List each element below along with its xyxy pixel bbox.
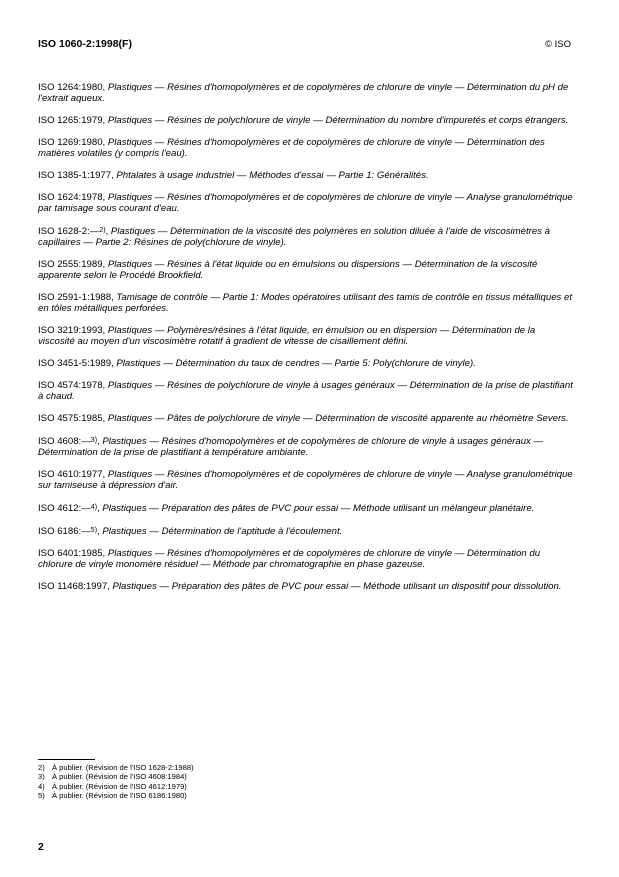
footnote-number: 3) bbox=[38, 772, 45, 782]
footnote bbox=[38, 782, 194, 791]
reference-item bbox=[38, 170, 573, 181]
footnote-marker[interactable]: 4) bbox=[90, 504, 98, 511]
reference-title: Plastiques — Polymères/résines à l'état liquide, en émulsion ou en dispersion — Détermination de la viscosité au moyen d'un viscosimètre rotatif à gradient de vitesse de cisaillement défini. bbox=[38, 325, 536, 347]
reference-title: Plastiques — Détermination de la viscosité des polymères en solution diluée à l'aide de viscosimètres à capillaires — Partie 2: Résines de poly(chlorure de vinyle). bbox=[38, 226, 551, 248]
reference-title: Plastiques — Pâtes de polychlorure de vinyle — Détermination de viscosité apparente au rhéomètre Severs. bbox=[107, 413, 569, 424]
reference-code: ISO 1264:1980, bbox=[38, 82, 108, 93]
reference-code: ISO 1265:1979, bbox=[38, 115, 108, 126]
reference-separator: , bbox=[97, 526, 103, 537]
reference-code: ISO 2591-1:1988, bbox=[38, 292, 117, 303]
reference-title: Plastiques — Résines d'homopolymères et de copolymères de chlorure de vinyle — Analyse granulométrique sur tamiseuse à dépression d'air. bbox=[38, 469, 573, 491]
footnote bbox=[38, 791, 194, 800]
reference-item bbox=[38, 259, 573, 281]
reference-separator: , bbox=[97, 503, 103, 514]
reference-code: ISO 4610:1977, bbox=[38, 469, 108, 480]
footnote-divider bbox=[38, 759, 95, 760]
footnote-number: 5) bbox=[38, 790, 45, 800]
footnote-marker[interactable]: 3) bbox=[90, 437, 98, 444]
footnote-text: À publier. (Révision de l'ISO 4608:1984) bbox=[52, 772, 187, 782]
reference-item bbox=[38, 525, 573, 537]
reference-code: ISO 1385-1:1977, bbox=[38, 170, 117, 181]
reference-code: ISO 2555:1989, bbox=[38, 259, 108, 270]
reference-item bbox=[38, 292, 573, 314]
reference-title: Plastiques — Détermination du taux de cendres — Partie 5: Poly(chlorure de vinyle). bbox=[116, 358, 476, 369]
reference-separator: , bbox=[105, 226, 111, 237]
reference-code: ISO 6401:1985, bbox=[38, 548, 108, 559]
reference-code: ISO 1628-2:— bbox=[38, 226, 100, 237]
reference-item bbox=[38, 380, 573, 402]
page-number: 2 bbox=[38, 841, 44, 853]
reference-separator: , bbox=[97, 436, 103, 447]
footnote-number: 4) bbox=[38, 781, 45, 791]
footnote bbox=[38, 772, 194, 781]
footnote-marker[interactable]: 5) bbox=[90, 527, 98, 534]
footnote bbox=[38, 763, 194, 772]
reference-item bbox=[38, 358, 573, 369]
reference-item bbox=[38, 413, 573, 424]
reference-item bbox=[38, 137, 573, 159]
reference-item bbox=[38, 502, 573, 514]
footnotes bbox=[38, 763, 194, 800]
copyright-notice: © ISO bbox=[544, 39, 571, 50]
footnote-text: À publier. (Révision de l'ISO 4612:1979) bbox=[52, 781, 187, 791]
reference-code: ISO 1269:1980, bbox=[38, 137, 108, 148]
reference-item bbox=[38, 548, 573, 570]
document-id: ISO 1060-2:1998(F) bbox=[38, 38, 132, 50]
footnote-marker[interactable]: 2) bbox=[99, 227, 106, 234]
reference-code: ISO 6186:— bbox=[38, 526, 91, 537]
reference-code: ISO 3451-5:1989, bbox=[38, 358, 117, 369]
reference-title: Plastiques — Préparation des pâtes de PVC pour essai — Méthode utilisant un dispositif pour dissolution. bbox=[112, 581, 562, 592]
reference-code: ISO 4575:1985, bbox=[38, 413, 108, 424]
footnote-text: À publier. (Révision de l'ISO 6186:1980) bbox=[52, 790, 187, 800]
reference-item bbox=[38, 82, 573, 104]
reference-code: ISO 1624:1978, bbox=[38, 192, 108, 203]
reference-item bbox=[38, 192, 573, 214]
reference-title: Plastiques — Résines de polychlorure de vinyle — Détermination du nombre d'impuretés et corps étrangers. bbox=[107, 115, 569, 126]
reference-title: Plastiques — Résines d'homopolymères et de copolymères de chlorure de vinyle à usages généraux — Détermination de la prise de plastifiant à température ambiante. bbox=[38, 436, 544, 458]
reference-title: Plastiques — Résines d'homopolymères et de copolymères de chlorure de vinyle — Détermination des matières volatiles (y compris l'eau). bbox=[38, 137, 545, 159]
reference-item bbox=[38, 115, 573, 126]
reference-title: Phtalates à usage industriel — Méthodes d'essai — Partie 1: Généralités. bbox=[116, 170, 429, 181]
reference-code: ISO 4612:— bbox=[38, 503, 91, 514]
reference-code: ISO 3219:1993, bbox=[38, 325, 108, 336]
reference-title: Plastiques — Résines d'homopolymères et de copolymères de chlorure de vinyle — Analyse granulométrique par tamisage sous courant d'eau. bbox=[38, 192, 573, 214]
footnote-number: 2) bbox=[38, 763, 45, 772]
reference-title: Plastiques — Résines d'homopolymères et de copolymères de chlorure de vinyle — Détermination du pH de l'extrait aqueux. bbox=[38, 82, 569, 104]
footnote-text: À publier. (Révision de l'ISO 1628-2:1988) bbox=[52, 763, 194, 772]
reference-code: ISO 4574:1978, bbox=[38, 380, 108, 391]
reference-item bbox=[38, 469, 573, 491]
reference-item bbox=[38, 225, 573, 248]
reference-title: Tamisage de contrôle — Partie 1: Modes opératoires utilisant des tamis de contrôle en tissus métalliques et en tôles métalliques perforées. bbox=[38, 292, 572, 314]
reference-item bbox=[38, 435, 573, 458]
reference-item bbox=[38, 581, 573, 592]
reference-title: Plastiques — Préparation des pâtes de PVC pour essai — Méthode utilisant un mélangeur planétaire. bbox=[102, 503, 535, 514]
reference-list bbox=[38, 82, 573, 603]
reference-title: Plastiques — Résines à l'état liquide ou en émulsions ou dispersions — Détermination de la viscosité apparente selon le Procédé Brookfield. bbox=[38, 259, 538, 281]
reference-code: ISO 11468:1997, bbox=[38, 581, 113, 592]
reference-item bbox=[38, 325, 573, 347]
reference-title: Plastiques — Détermination de l'aptitude à l'écoulement. bbox=[102, 526, 343, 537]
reference-title: Plastiques — Résines de polychlorure de vinyle à usages généraux — Détermination de la prise de plastifiant à chaud. bbox=[38, 380, 573, 402]
reference-title: Plastiques — Résines d'homopolymères et de copolymères de chlorure de vinyle — Détermination du chlorure de vinyle monomère résiduel — Méthode par chromatographie en phase gazeuse. bbox=[38, 548, 541, 570]
reference-code: ISO 4608:— bbox=[38, 436, 91, 447]
